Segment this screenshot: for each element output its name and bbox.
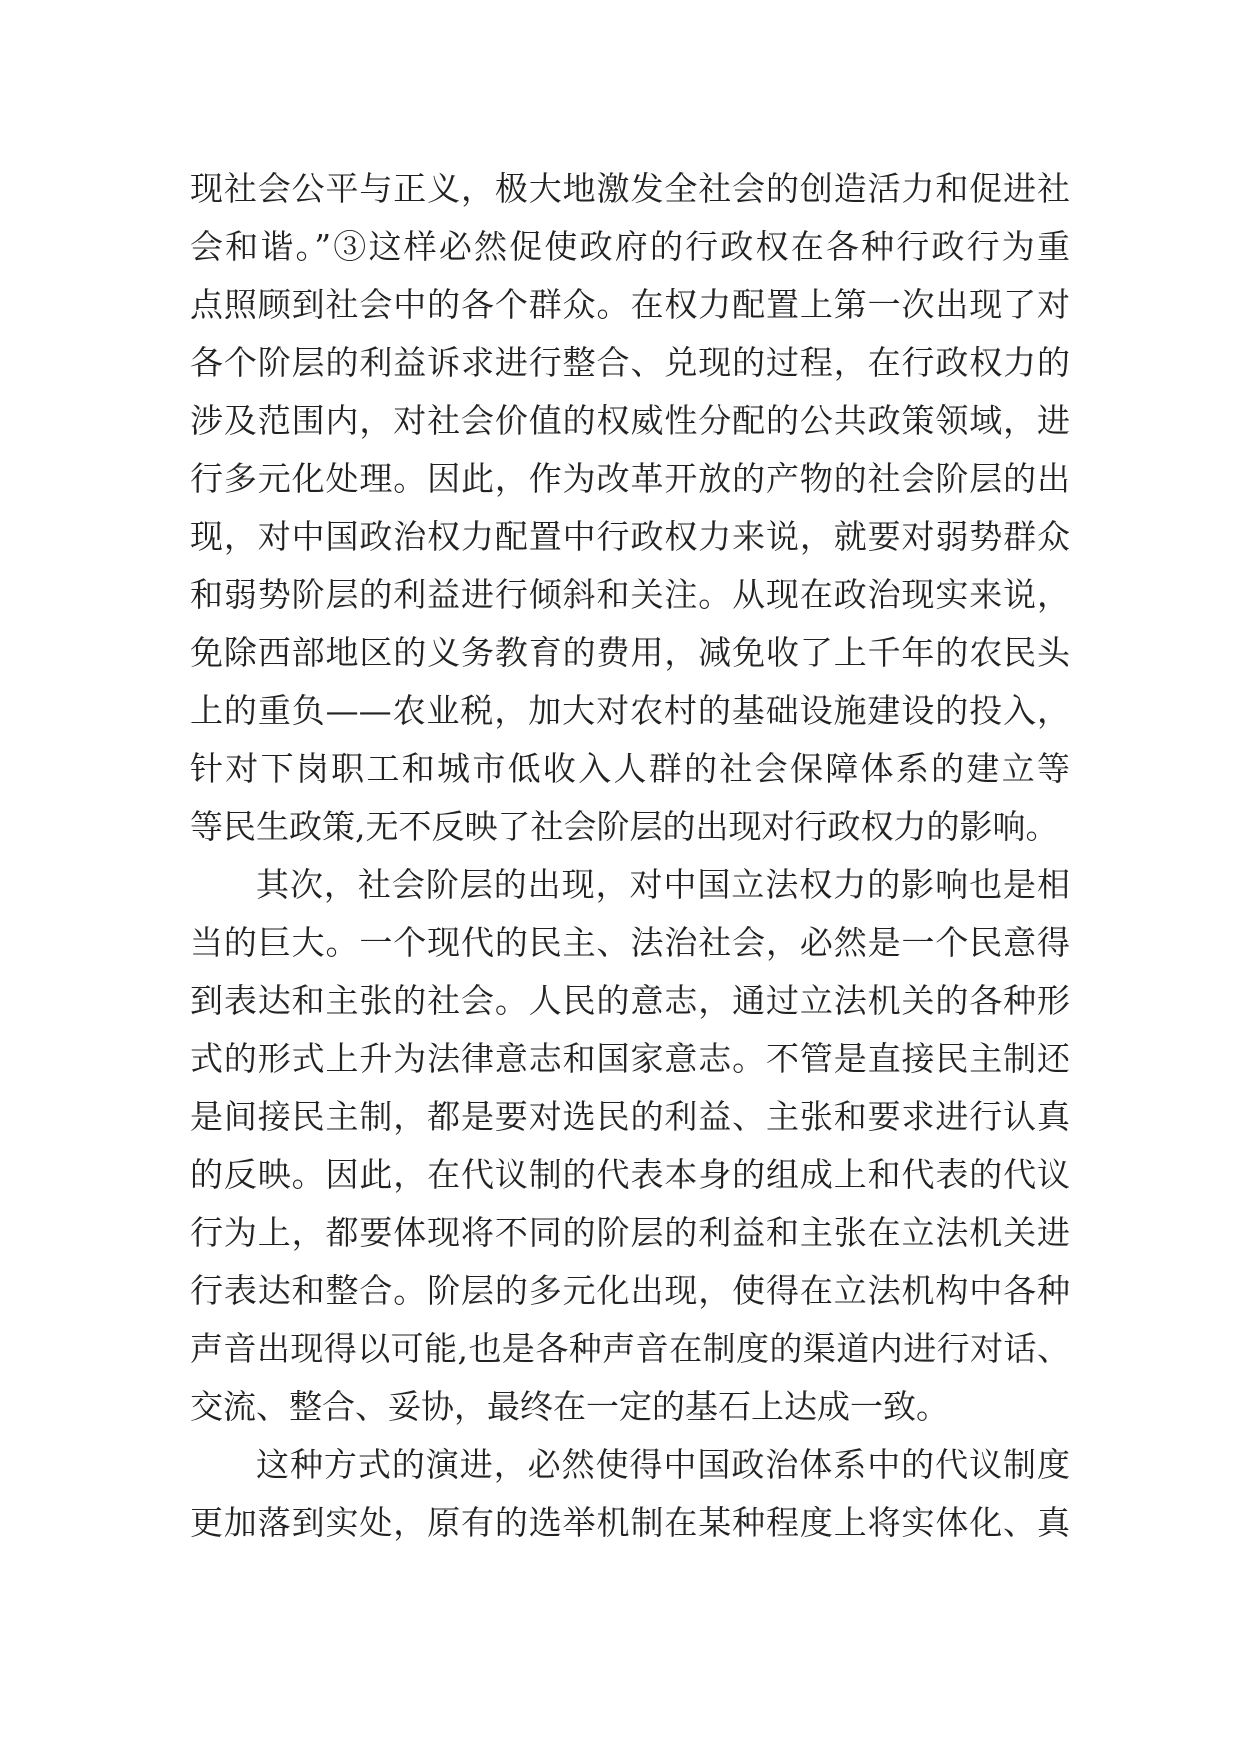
text-line: 现，对中国政治权力配置中行政权力来说，就要对弱势群众 (190, 517, 1070, 556)
text-line: 现社会公平与正义，极大地激发全社会的创造活力和促进社 (190, 169, 1070, 208)
text-line: 免除西部地区的义务教育的费用，减免收了上千年的农民头 (190, 633, 1070, 672)
text-line: 等民生政策,无不反映了社会阶层的出现对行政权力的影响。 (190, 807, 1059, 846)
text-line: 上的重负——农业税，加大对农村的基础设施建设的投入， (190, 691, 1070, 730)
text-line: 点照顾到社会中的各个群众。在权力配置上第一次出现了对 (190, 285, 1070, 324)
text-line: 式的形式上升为法律意志和国家意志。不管是直接民主制还 (190, 1039, 1070, 1078)
paragraph-start-line: 其次，社会阶层的出现，对中国立法权力的影响也是相 (256, 865, 1070, 904)
document-page (190, 160, 1070, 1552)
text-line: 行表达和整合。阶层的多元化出现，使得在立法机构中各种 (190, 1271, 1070, 1310)
text-line: 针对下岗职工和城市低收入人群的社会保障体系的建立等 (190, 749, 1070, 788)
text-line: 行为上，都要体现将不同的阶层的利益和主张在立法机关进 (190, 1213, 1070, 1252)
text-line: 当的巨大。一个现代的民主、法治社会，必然是一个民意得 (190, 923, 1070, 962)
text-line: 到表达和主张的社会。人民的意志，通过立法机关的各种形 (190, 981, 1070, 1020)
text-line: 声音出现得以可能,也是各种声音在制度的渠道内进行对话、 (190, 1329, 1070, 1368)
text-line: 行多元化处理。因此，作为改革开放的产物的社会阶层的出 (190, 459, 1070, 498)
text-line: 会和谐。”③这样必然促使政府的行政权在各种行政行为重 (190, 227, 1070, 266)
text-line: 各个阶层的利益诉求进行整合、兑现的过程，在行政权力的 (190, 343, 1070, 382)
text-line: 涉及范围内，对社会价值的权威性分配的公共政策领域，进 (190, 401, 1070, 440)
paragraph-start-line: 这种方式的演进，必然使得中国政治体系中的代议制度 (256, 1445, 1070, 1484)
text-line: 的反映。因此，在代议制的代表本身的组成上和代表的代议 (190, 1155, 1070, 1194)
text-line: 交流、整合、妥协，最终在一定的基石上达成一致。 (190, 1387, 949, 1426)
text-line: 和弱势阶层的利益进行倾斜和关注。从现在政治现实来说， (190, 575, 1070, 614)
text-line: 是间接民主制，都是要对选民的利益、主张和要求进行认真 (190, 1097, 1070, 1136)
text-line: 更加落到实处，原有的选举机制在某种程度上将实体化、真 (190, 1503, 1070, 1542)
